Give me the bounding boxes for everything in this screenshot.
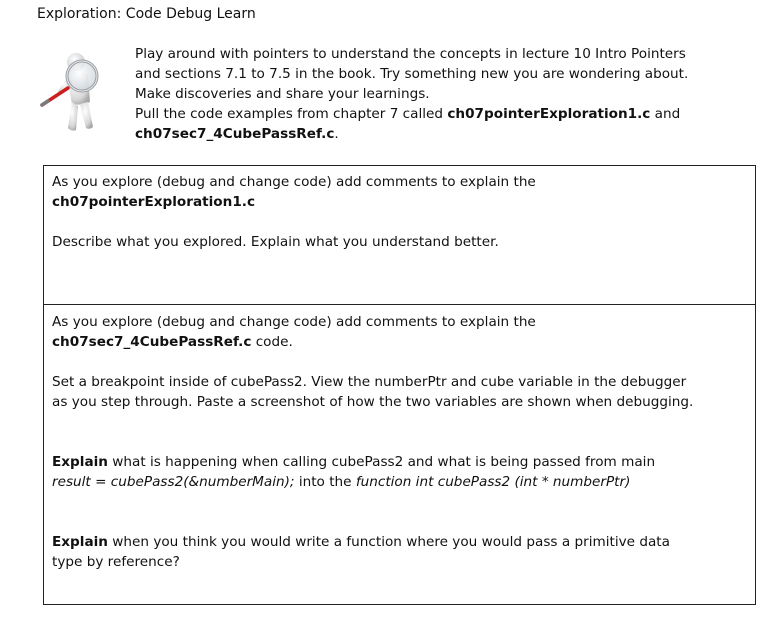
intro-line-3: Make discoveries and share your learnings.	[135, 86, 430, 102]
explain2-line-2: type by reference?	[52, 554, 180, 570]
intro-line-5	[135, 124, 755, 144]
explain2-text: when you think you would write a function where you would pass a primitive data	[107, 534, 670, 550]
section-pointer-exploration[interactable]	[44, 166, 755, 305]
explain1-text: what is happening when calling cubePass2 and what is being passed from main	[107, 454, 656, 470]
breakpoint-line-1: Set a breakpoint inside of cubePass2. View the numberPtr and cube variable in the debugger	[52, 374, 687, 390]
page-title: Exploration: Code Debug Learn	[37, 6, 256, 22]
intro-line-4-prefix: Pull the code examples from chapter 7 called	[135, 106, 448, 122]
section2-instruction: As you explore (debug and change code) add comments to explain the	[52, 314, 536, 330]
explain1-line-1	[52, 452, 747, 472]
intro-line-4-mid: and	[650, 106, 681, 122]
section1-file: ch07pointerExploration1.c	[52, 194, 255, 210]
explain1-line-2	[52, 472, 747, 492]
section2-file-line	[52, 332, 747, 352]
section2-file-suffix: code.	[251, 334, 293, 350]
breakpoint-line-2: as you step through. Paste a screenshot of how the two variables are shown when debugging.	[52, 394, 694, 410]
intro-line-4	[135, 104, 755, 124]
section2-file: ch07sec7_4CubePassRef.c	[52, 334, 252, 350]
intro-line-2: and sections 7.1 to 7.5 in the book. Try something new you are wondering about.	[135, 66, 689, 82]
section1-prompt: Describe what you explored. Explain what you understand better.	[52, 234, 499, 250]
file-name-2: ch07sec7_4CubePassRef.c	[135, 126, 335, 142]
magnifier-figure-icon	[38, 50, 114, 135]
section1-instruction: As you explore (debug and change code) add comments to explain the	[52, 174, 536, 190]
explain2-bold: Explain	[52, 534, 108, 550]
explain1-mid: into the	[294, 474, 356, 490]
intro-line-5-suffix: .	[334, 126, 339, 142]
file-name-1: ch07pointerExploration1.c	[447, 106, 651, 122]
explain1-bold: Explain	[52, 454, 108, 470]
explain2-line-1	[52, 532, 747, 552]
section-cube-pass-ref[interactable]	[44, 306, 755, 604]
explain1-code-signature: function int cubePass2 (int * numberPtr)	[355, 474, 631, 490]
intro-line-1: Play around with pointers to understand the concepts in lecture 10 Intro Pointers	[135, 46, 686, 62]
response-table	[43, 165, 756, 605]
intro-text	[135, 44, 755, 144]
explain1-code-call: result = cubePass2(&numberMain);	[52, 474, 295, 490]
